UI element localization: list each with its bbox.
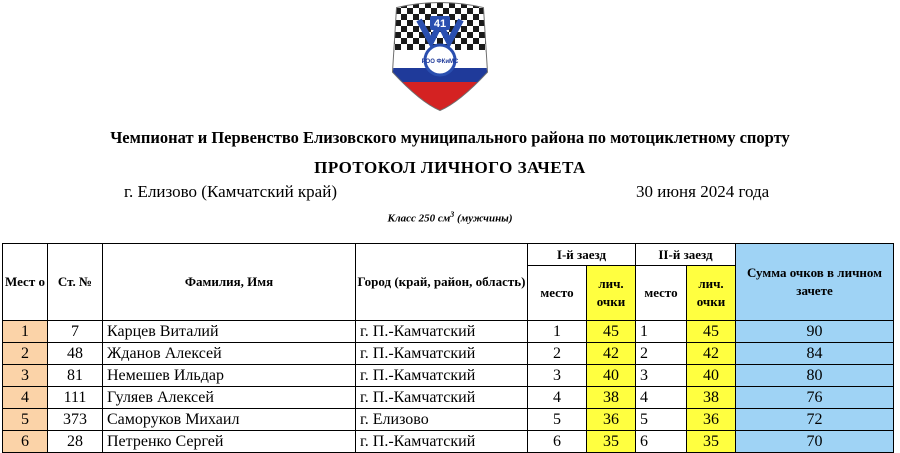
cell-race1-points: 40 bbox=[587, 365, 636, 387]
event-location: г. Елизово (Камчатский край) bbox=[124, 182, 337, 201]
cell-race2-place: 1 bbox=[636, 321, 687, 343]
championship-title: Чемпионат и Первенство Елизовского муниципального района по мотоциклетному спорту bbox=[110, 128, 790, 147]
cell-race1-points: 42 bbox=[587, 343, 636, 365]
class-suffix: (мужчины) bbox=[454, 212, 513, 225]
cell-city: г. П.-Камчатский bbox=[356, 365, 528, 387]
col-name-header: Фамилия, Имя bbox=[103, 244, 356, 321]
cell-race1-place: 3 bbox=[528, 365, 587, 387]
table-row bbox=[3, 343, 894, 365]
table-row bbox=[3, 409, 894, 431]
cell-race2-place: 5 bbox=[636, 409, 687, 431]
cell-total: 90 bbox=[736, 321, 894, 343]
cell-city: г. П.-Камчатский bbox=[356, 387, 528, 409]
cell-race1-place: 1 bbox=[528, 321, 587, 343]
race2-points-header: лич. очки bbox=[687, 266, 736, 321]
cell-race2-points: 40 bbox=[687, 365, 736, 387]
race2-header: II-й заезд bbox=[636, 244, 736, 266]
cell-race2-points: 35 bbox=[687, 431, 736, 453]
cell-total: 84 bbox=[736, 343, 894, 365]
race1-points-header: лич. очки bbox=[587, 266, 636, 321]
cell-race2-points: 45 bbox=[687, 321, 736, 343]
cell-city: г. Елизово bbox=[356, 409, 528, 431]
cell-city: г. П.-Камчатский bbox=[356, 343, 528, 365]
cell-place: 6 bbox=[3, 431, 48, 453]
cell-race1-points: 35 bbox=[587, 431, 636, 453]
results-table bbox=[2, 243, 894, 453]
race2-place-header: место bbox=[636, 266, 687, 321]
cell-total: 80 bbox=[736, 365, 894, 387]
race1-place-header: место bbox=[528, 266, 587, 321]
cell-race2-place: 2 bbox=[636, 343, 687, 365]
cell-place: 4 bbox=[3, 387, 48, 409]
cell-name: Саморуков Михаил bbox=[103, 409, 356, 431]
class-prefix: Класс 250 см bbox=[387, 212, 451, 225]
cell-race2-place: 6 bbox=[636, 431, 687, 453]
cell-total: 72 bbox=[736, 409, 894, 431]
cell-race1-place: 5 bbox=[528, 409, 587, 431]
cell-race2-points: 36 bbox=[687, 409, 736, 431]
cell-race1-place: 2 bbox=[528, 343, 587, 365]
cell-place: 1 bbox=[3, 321, 48, 343]
cell-name: Карцев Виталий bbox=[103, 321, 356, 343]
cell-race1-points: 36 bbox=[587, 409, 636, 431]
cell-number: 373 bbox=[48, 409, 103, 431]
cell-place: 2 bbox=[3, 343, 48, 365]
cell-number: 48 bbox=[48, 343, 103, 365]
cell-number: 111 bbox=[48, 387, 103, 409]
event-date: 30 июня 2024 года bbox=[636, 182, 770, 201]
cell-number: 7 bbox=[48, 321, 103, 343]
table-row bbox=[3, 365, 894, 387]
cell-race1-place: 4 bbox=[528, 387, 587, 409]
logo-org-name: РОО ФКиМС bbox=[421, 59, 459, 65]
table-row bbox=[3, 387, 894, 409]
table-row bbox=[3, 431, 894, 453]
cell-city: г. П.-Камчатский bbox=[356, 321, 528, 343]
cell-name: Жданов Алексей bbox=[103, 343, 356, 365]
cell-name: Гуляев Алексей bbox=[103, 387, 356, 409]
cell-total: 70 bbox=[736, 431, 894, 453]
table-row bbox=[3, 321, 894, 343]
cell-place: 5 bbox=[3, 409, 48, 431]
cell-race2-place: 4 bbox=[636, 387, 687, 409]
cell-number: 81 bbox=[48, 365, 103, 387]
cell-name: Немешев Ильдар bbox=[103, 365, 356, 387]
federation-logo bbox=[389, 2, 491, 112]
cell-race1-place: 6 bbox=[528, 431, 587, 453]
col-total-header: Сумма очков в личном зачете bbox=[736, 244, 894, 321]
protocol-title: ПРОТОКОЛ ЛИЧНОГО ЗАЧЕТА bbox=[314, 158, 586, 177]
cell-total: 76 bbox=[736, 387, 894, 409]
cell-name: Петренко Сергей bbox=[103, 431, 356, 453]
cell-city: г. П.-Камчатский bbox=[356, 431, 528, 453]
cell-race2-points: 38 bbox=[687, 387, 736, 409]
logo-number: 41 bbox=[433, 18, 447, 30]
col-number-header: Ст. № bbox=[48, 244, 103, 321]
class-line bbox=[0, 210, 900, 225]
cell-race1-points: 38 bbox=[587, 387, 636, 409]
header-row-1 bbox=[3, 244, 894, 266]
cell-place: 3 bbox=[3, 365, 48, 387]
race1-header: I-й заезд bbox=[528, 244, 636, 266]
cell-number: 28 bbox=[48, 431, 103, 453]
col-city-header: Город (край, район, область) bbox=[356, 244, 528, 321]
cell-race1-points: 45 bbox=[587, 321, 636, 343]
cell-race2-place: 3 bbox=[636, 365, 687, 387]
cell-race2-points: 42 bbox=[687, 343, 736, 365]
col-place-header: Мест о bbox=[3, 244, 48, 321]
class-sup: 3 bbox=[450, 210, 455, 219]
